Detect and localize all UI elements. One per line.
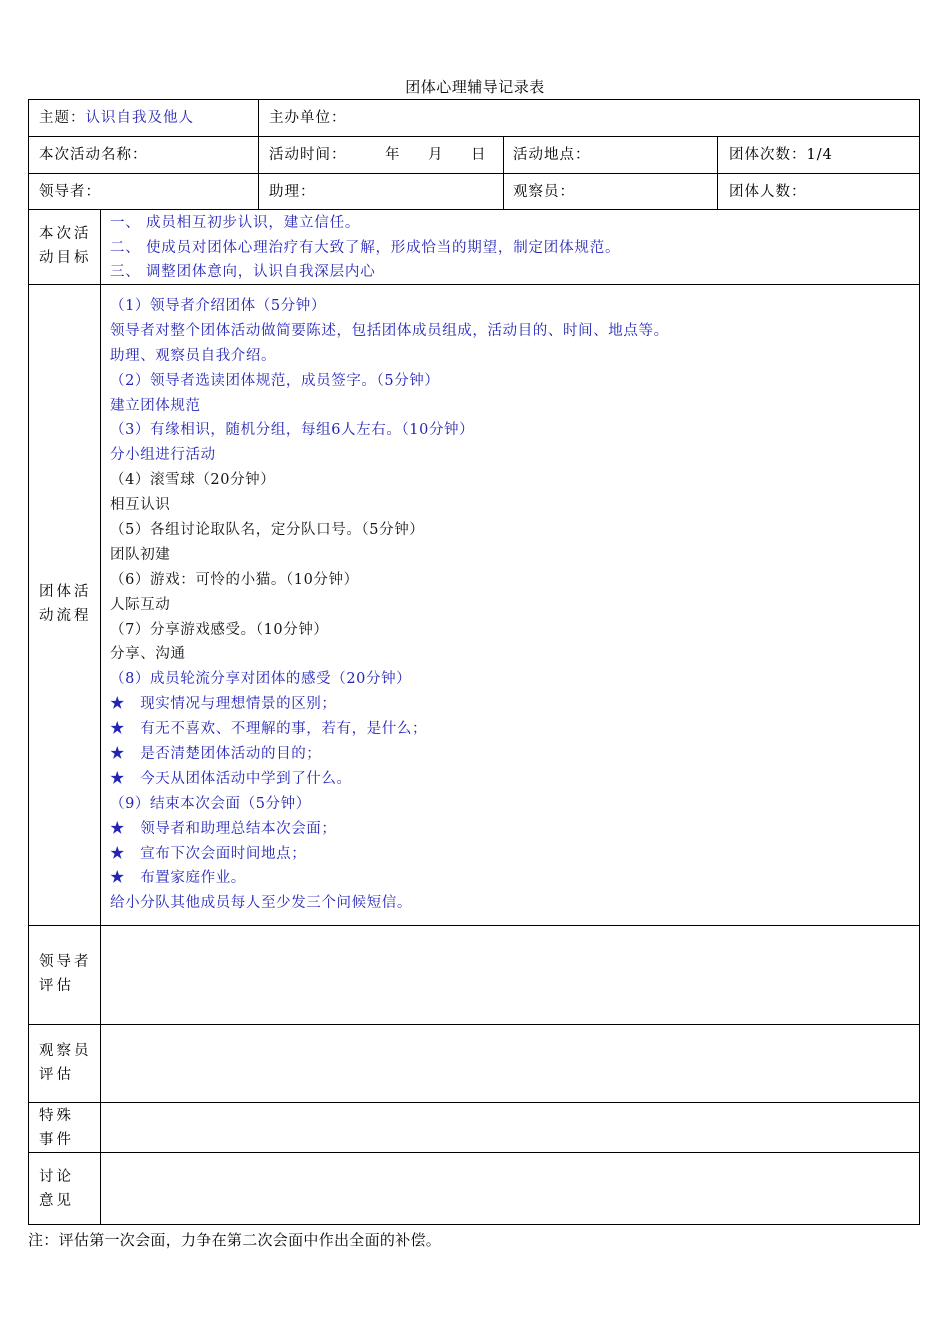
process-line: 助理、观察员自我介绍。 xyxy=(110,347,277,364)
process-line: （5）各组讨论取队名，定分队口号。（5分钟） xyxy=(110,522,425,539)
process-label-line: 动流程 xyxy=(39,608,92,624)
process-label xyxy=(39,580,92,628)
location-field[interactable] xyxy=(513,145,591,165)
topic-field[interactable] xyxy=(39,108,194,128)
process-line: （7）分享游戏感受。（10分钟） xyxy=(110,621,329,638)
col-divider xyxy=(503,136,504,209)
organizer-label: 主办单位： xyxy=(269,110,347,126)
leader-eval-label xyxy=(39,950,92,998)
process-line: （9）结束本次会面（5分钟） xyxy=(110,795,311,812)
process-line: （6）游戏：可怜的小猫。（10分钟） xyxy=(110,571,359,588)
row-divider xyxy=(29,209,920,210)
discussion-label-line: 意见 xyxy=(39,1193,74,1209)
observer-field[interactable] xyxy=(513,182,575,202)
goal-item: 二、 使成员对团体心理治疗有大致了解，形成恰当的期望，制定团体规范。 xyxy=(110,239,621,256)
process-label-line: 团体活 xyxy=(39,584,92,600)
goals-label xyxy=(39,222,92,270)
year-label: 年 xyxy=(385,147,401,163)
activity-time-field[interactable] xyxy=(269,145,499,165)
goal-item: 三、 调整团体意向，认识自我深层内心 xyxy=(110,264,376,280)
process-line: ★ 今天从团体活动中学到了什么。 xyxy=(110,770,352,787)
process-line: ★ 领导者和助理总结本次会面； xyxy=(110,820,337,837)
goals-label-line: 动目标 xyxy=(39,250,92,266)
session-count-label: 团体次数： xyxy=(729,147,807,163)
process-line: （1）领导者介绍团体（5分钟） xyxy=(110,298,326,314)
process-line: ★ 宣布下次会面时间地点； xyxy=(110,845,307,862)
special-events-label-line: 特殊 xyxy=(39,1108,74,1124)
location-label: 活动地点： xyxy=(513,147,591,163)
process-line: （4）滚雪球（20分钟） xyxy=(110,472,276,489)
leader-eval-label-line: 领导者 xyxy=(39,954,92,970)
special-events-label xyxy=(39,1104,74,1152)
record-form xyxy=(28,99,920,1225)
observer-eval-label-line: 评估 xyxy=(39,1067,74,1083)
col-divider xyxy=(717,136,718,209)
process-line: 领导者对整个团体活动做简要陈述，包括团体成员组成，活动目的、时间、地点等。 xyxy=(110,322,669,339)
goal-item: 一、 成员相互初步认识，建立信任。 xyxy=(110,215,361,231)
process-line: （3）有缘相识，随机分组，每组6人左右。（10分钟） xyxy=(110,422,475,439)
process-line: ★ 布置家庭作业。 xyxy=(110,870,246,887)
activity-name-field[interactable] xyxy=(39,145,148,165)
observer-eval-area[interactable] xyxy=(101,1025,919,1102)
process-line: 建立团体规范 xyxy=(110,397,201,414)
col-divider xyxy=(258,100,259,209)
process-line: ★ 有无不喜欢、不理解的事，若有，是什么； xyxy=(110,721,428,738)
process-line: ★ 是否清楚团体活动的目的； xyxy=(110,746,322,763)
observer-eval-label xyxy=(39,1039,92,1087)
process-line: （2）领导者选读团体规范，成员签字。（5分钟） xyxy=(110,372,440,389)
form-title: 团体心理辅导记录表 xyxy=(405,78,545,96)
process-line: 人际互动 xyxy=(110,596,171,613)
discussion-label-line: 讨论 xyxy=(39,1169,74,1185)
discussion-label xyxy=(39,1165,74,1213)
special-events-area[interactable] xyxy=(101,1103,919,1152)
leader-label: 领导者： xyxy=(39,184,101,200)
leader-eval-area[interactable] xyxy=(101,926,919,1024)
row-divider xyxy=(29,173,920,174)
group-size-field[interactable] xyxy=(729,182,807,202)
leader-eval-label-line: 评估 xyxy=(39,978,74,994)
process-line: 给小分队其他成员每人至少发三个问候短信。 xyxy=(110,895,412,912)
assistant-field[interactable] xyxy=(269,182,316,202)
day-label: 日 xyxy=(471,147,487,163)
goals-content[interactable] xyxy=(110,211,910,285)
process-line: 相互认识 xyxy=(110,497,171,514)
group-size-label: 团体人数： xyxy=(729,184,807,200)
process-line: ★ 现实情况与理想情景的区别； xyxy=(110,696,337,713)
process-line: 团队初建 xyxy=(110,546,171,563)
activity-name-label: 本次活动名称： xyxy=(39,147,148,163)
month-label: 月 xyxy=(428,147,444,163)
process-line: 分小组进行活动 xyxy=(110,447,216,464)
special-events-label-line: 事件 xyxy=(39,1132,74,1148)
process-line: 分享、沟通 xyxy=(110,646,186,663)
topic-label: 主题： xyxy=(39,110,86,126)
observer-label: 观察员： xyxy=(513,184,575,200)
organizer-field[interactable] xyxy=(269,108,347,128)
topic-value: 认识自我及他人 xyxy=(85,110,194,126)
session-count-value: 1/4 xyxy=(806,147,833,163)
row-divider xyxy=(29,136,920,137)
session-count-field[interactable] xyxy=(729,145,833,165)
process-line: （8）成员轮流分享对团体的感受（20分钟） xyxy=(110,671,412,688)
leader-field[interactable] xyxy=(39,182,101,202)
footnote: 注：评估第一次会面，力争在第二次会面中作出全面的补偿。 xyxy=(28,1231,442,1249)
goals-label-line: 本次活 xyxy=(39,226,92,242)
discussion-area[interactable] xyxy=(101,1153,919,1224)
activity-time-label: 活动时间： xyxy=(269,147,347,163)
observer-eval-label-line: 观察员 xyxy=(39,1043,92,1059)
process-content[interactable] xyxy=(110,294,915,916)
assistant-label: 助理： xyxy=(269,184,316,200)
